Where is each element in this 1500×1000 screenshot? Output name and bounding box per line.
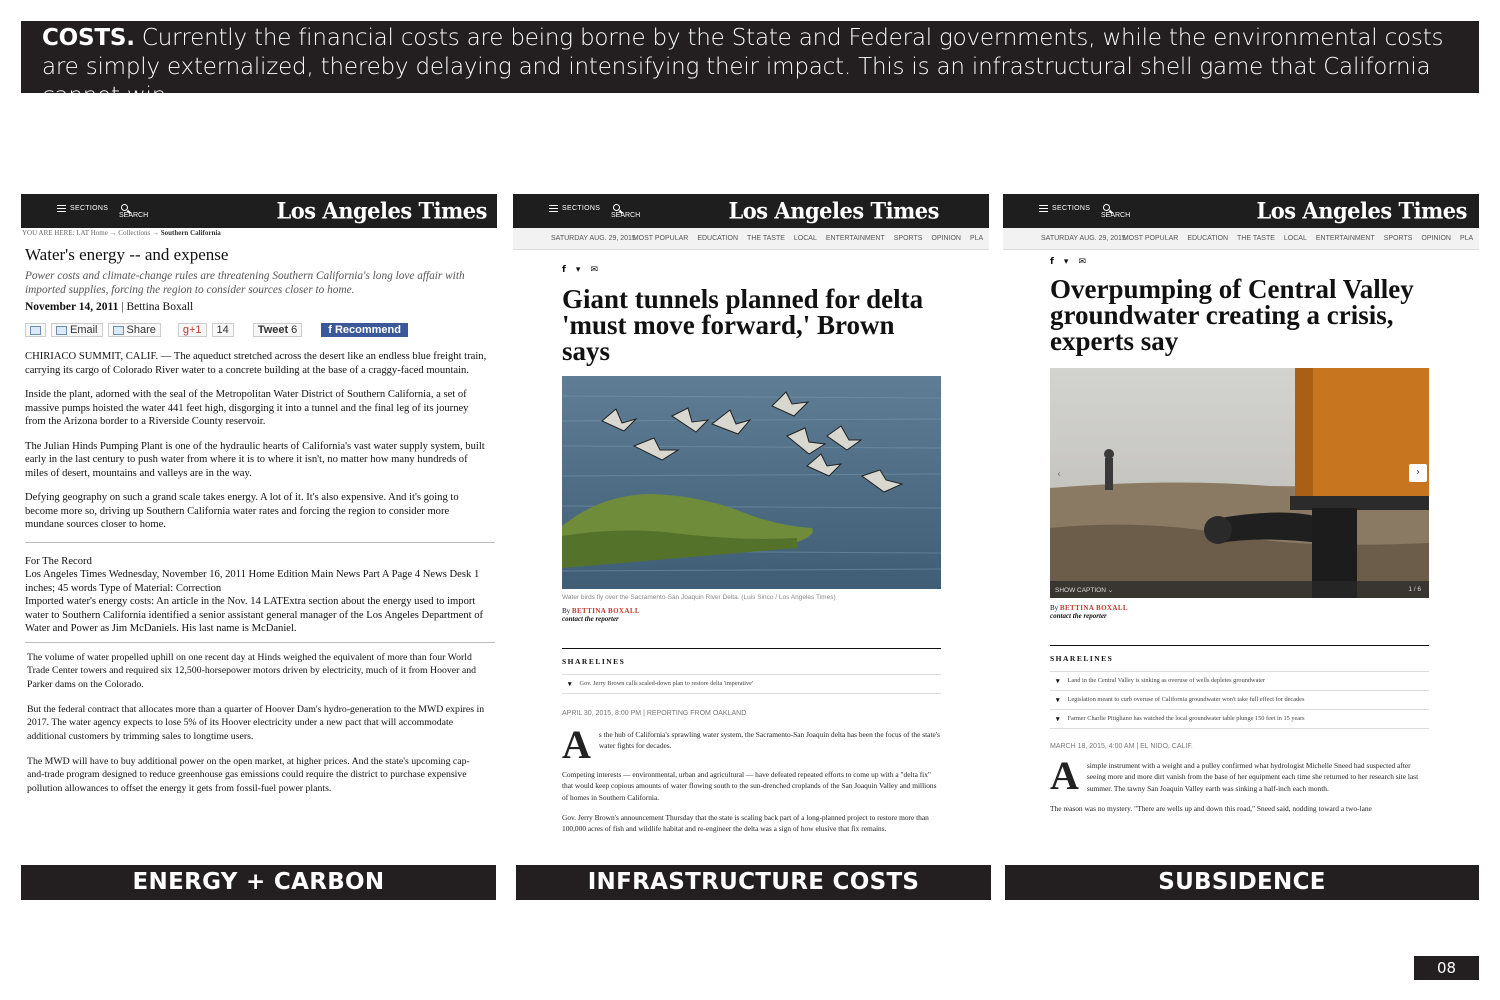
drop-cap: A — [1050, 753, 1079, 798]
sharelines-header: SHARELINES — [1050, 645, 1429, 663]
screenshot-groundwater-article — [1003, 194, 1479, 850]
previous-slide-button[interactable]: ‹ — [1057, 469, 1061, 480]
email-icon — [56, 326, 67, 335]
slide-counter: 1 / 6 — [1408, 586, 1421, 593]
author-link[interactable]: BETTINA BOXALL — [571, 607, 640, 615]
byline: By BETTINA BOXALL contact the reporter — [562, 607, 941, 623]
shareline-item[interactable]: ▾ Gov. Jerry Brown calls scaled-down plan to restore delta 'imperative' — [562, 674, 941, 694]
sections-menu[interactable]: SECTIONS — [57, 205, 108, 212]
dateline: APRIL 30, 2015, 8:00 PM | REPORTING FROM OAKLAND — [562, 710, 747, 717]
nav-sports[interactable]: SPORTS — [893, 235, 923, 242]
search-button[interactable]: SEARCH — [119, 204, 148, 220]
lat-logo[interactable]: Los Angeles Times — [1256, 197, 1467, 224]
gplus-button[interactable]: g+1 — [178, 323, 207, 337]
article-title: Overpumping of Central Valley groundwater creating a crisis, experts say — [1050, 274, 1414, 356]
facebook-icon: f — [328, 324, 332, 336]
article-title: Water's energy -- and expense — [25, 245, 229, 264]
print-button[interactable] — [25, 323, 46, 337]
twitter-icon: ▾ — [568, 680, 572, 688]
caption-bar — [1050, 581, 1429, 598]
byline: By BETTINA BOXALL contact the reporter — [1050, 604, 1429, 620]
tweet-button[interactable]: Tweet 6 — [253, 323, 302, 337]
drop-cap: A — [562, 722, 591, 767]
nav-date: SATURDAY AUG. 29, 2015 — [551, 235, 636, 242]
search-button[interactable]: SEARCH — [1101, 204, 1130, 220]
contact-link[interactable]: contact the reporter — [562, 615, 619, 623]
label-subsidence: SUBSIDENCE — [1005, 865, 1479, 900]
lat-logo[interactable]: Los Angeles Times — [728, 197, 939, 224]
dateline: MARCH 18, 2015, 4:00 AM | EL NIDO, CALIF. — [1050, 743, 1193, 750]
nav-the-taste[interactable]: THE TASTE — [1237, 235, 1275, 242]
article-body: A simple instrument with a weight and a pulley confirmed what hydrologist Michelle Sneed had suspected after seeing more and more dirt vanish from the base of her equipment each time she returned to her research site last summer. The tawny San Joaquin Valley earth was sinking a half-inch each month. The reason was no mystery. "There are wells up and down this road," Sneed said, nodding toward a two-lane — [1050, 753, 1419, 813]
sharelines-header: SHARELINES — [562, 648, 941, 666]
for-the-record: For The Record Los Angeles Times Wednesday, November 16, 2011 Home Edition Main News Part A Page 4 News Desk 1 inches; 45 words Type of Material: Correction Imported water's energy costs: An article in the Nov. 14 LATExtra section about the energy used to import water to Southern California identified a senior assistant general manager of the Los Angeles Department of Water and Power as Jim McDaniels. His last name is McDaniel. — [25, 555, 484, 634]
author-link[interactable]: BETTINA BOXALL — [1059, 604, 1128, 612]
nav-most-popular[interactable]: MOST POPULAR — [632, 235, 689, 242]
nav-more[interactable]: PLA — [969, 235, 984, 242]
share-icon — [113, 326, 124, 335]
article-date: November 14, 2011 | Bettina Boxall — [25, 301, 194, 313]
twitter-icon: ▾ — [1056, 677, 1060, 685]
shareline-item[interactable]: ▾ Land in the Central Valley is sinking as overuse of wells depletes groundwater — [1050, 671, 1429, 690]
nav-education[interactable]: EDUCATION — [1187, 235, 1229, 242]
lat-header — [1003, 194, 1479, 228]
search-icon — [613, 204, 620, 211]
lat-header — [21, 194, 497, 228]
nav-education[interactable]: EDUCATION — [697, 235, 739, 242]
nav-opinion[interactable]: OPINION — [1421, 235, 1451, 242]
nav-sports[interactable]: SPORTS — [1383, 235, 1413, 242]
nav-local[interactable]: LOCAL — [1283, 235, 1307, 242]
menu-icon — [1039, 205, 1048, 212]
share-bar — [25, 322, 497, 338]
search-icon — [121, 204, 128, 211]
nav-more[interactable]: PLA — [1459, 235, 1474, 242]
page-number: 08 — [1414, 956, 1479, 980]
search-icon — [1103, 204, 1110, 211]
article-dek: Power costs and climate-change rules are threatening Southern California's long love affair with imported supplies, forcing the region to consider sources closer to home. — [25, 270, 465, 296]
pump-photo-slideshow[interactable] — [1050, 368, 1429, 598]
twitter-icon: ▾ — [1056, 715, 1060, 723]
divider — [25, 542, 495, 543]
article-body: A s the hub of California's sprawling water system, the Sacramento-San Joaquin delta has been the focus of the state's water fights for decades. Competing interests — environmental, urban and agricultural — have defeated repeated efforts to come up with a "delta fix" that would keep copious amounts of water flowing south to the sun-drenched croplands of the San Joaquin Valley and millions of homes in Southern California. Gov. Jerry Brown's announcement Thursday that the state is scaling back part of a long-planned project to restore more than 100,000 acres of fish and wildlife habitat and re-engineer the delta was a sign of how elusive that fix remains. — [562, 722, 940, 834]
facebook-icon[interactable]: f — [562, 265, 566, 275]
nav-the-taste[interactable]: THE TASTE — [747, 235, 785, 242]
recommend-button[interactable]: f Recommend — [321, 323, 408, 337]
article-title: Giant tunnels planned for delta 'must move forward,' Brown says — [562, 284, 924, 366]
show-caption-button[interactable]: SHOW CAPTION ⌄ — [1055, 586, 1114, 594]
photo-caption: Water birds fly over the Sacramento-San Joaquin River Delta. (Luis Sinco / Los Angeles Times) — [562, 594, 836, 601]
label-energy-carbon: ENERGY + CARBON — [21, 865, 496, 900]
print-icon — [30, 326, 41, 335]
costs-banner — [21, 21, 1479, 109]
pump-photo-art — [1050, 368, 1429, 598]
menu-icon — [549, 205, 558, 212]
sections-menu[interactable]: SECTIONS — [549, 205, 600, 212]
article-body: CHIRIACO SUMMIT, CALIF. — The aqueduct stretched across the desert like an endless blue freight train, carrying its cargo of Colorado River water to a concrete building at the base of a craggy-faced mountain. Inside the plant, adorned with the seal of the Metropolitan Water District of Southern California, a set of massive pumps hoisted the water 441 feet high, disgorging it into a tunnel and the final leg of its journey from the Arizona border to a Riverside County reservoir. The Julian Hinds Pumping Plant is one of the hydraulic hearts of California's vast water supply system, built early in the last century to push water from where it is to where it isn't, no matter how many hundreds of miles of desert, mountains and valleys are in the way. Defying geography on such a grand scale takes energy. A lot of it. It's also expensive. And it's going to become more so, driving up Southern California water rates and forcing the region to consider more mundane sources closer to home. — [25, 351, 487, 530]
menu-icon — [57, 205, 66, 212]
article-body-continued: The volume of water propelled uphill on one recent day at Hinds weighed the equivalent of more than four World Trade Center towers and required six 12,500-horsepower motors driven by electricity, much of it from Hoover and Parker dams on the Colorado. But the federal contract that allocates more than a quarter of Hoover Dam's hydro-generation to the MWD expires in 2017. The water agency expects to lose 5% of its Hoover electricity under a new pact that will accommodate additional customers by trimming sales to longtime users. The MWD will have to buy additional power on the open market, at higher prices. And the state's upcoming cap-and-trade program designed to reduce greenhouse gas emissions could require the district to purchase expensive pollution allowances to offset the energy it gets from fossil-fuel power plants. — [27, 651, 485, 795]
divider — [25, 642, 495, 643]
contact-link[interactable]: contact the reporter — [1050, 612, 1107, 620]
screenshot-tunnels-article — [513, 194, 989, 850]
twitter-icon[interactable]: ▾ — [1063, 257, 1069, 267]
nav-date: SATURDAY AUG. 29, 2015 — [1041, 235, 1126, 242]
gplus-count: 14 — [212, 323, 234, 337]
sections-menu[interactable]: SECTIONS — [1039, 205, 1090, 212]
facebook-icon[interactable]: f — [1050, 257, 1054, 267]
share-button[interactable]: Share — [108, 323, 161, 337]
search-button[interactable]: SEARCH — [611, 204, 640, 220]
mail-icon[interactable]: ✉ — [1078, 257, 1086, 267]
banner-text: Currently the financial costs are being borne by the State and Federal governments, while the environmental costs are simply externalized, thereby delaying and intensifying their impact. This is an infrastructural shell game that California cannot win. — [42, 25, 1444, 109]
breadcrumb: YOU ARE HERE: LAT Home → Collections → Southern California — [22, 229, 221, 237]
nav-entertainment[interactable]: ENTERTAINMENT — [1315, 235, 1375, 242]
label-infrastructure-costs: INFRASTRUCTURE COSTS — [516, 865, 991, 900]
shareline-item[interactable]: ▾ Farmer Charlie Pitigliano has watched the local groundwater table plunge 150 feet in 15 years — [1050, 709, 1429, 729]
next-slide-button[interactable]: › — [1409, 464, 1427, 482]
social-icons — [1050, 256, 1429, 268]
section-nav — [513, 228, 989, 250]
mail-icon[interactable]: ✉ — [590, 265, 598, 275]
section-nav — [1003, 228, 1479, 250]
twitter-icon: ▾ — [1056, 696, 1060, 704]
lat-logo[interactable]: Los Angeles Times — [276, 197, 487, 224]
twitter-icon[interactable]: ▾ — [575, 265, 581, 275]
screenshot-energy-article — [21, 194, 497, 850]
social-icons — [562, 264, 941, 276]
birds-photo — [562, 376, 941, 589]
nav-most-popular[interactable]: MOST POPULAR — [1122, 235, 1179, 242]
nav-opinion[interactable]: OPINION — [931, 235, 961, 242]
email-button[interactable]: Email — [51, 323, 103, 337]
nav-entertainment[interactable]: ENTERTAINMENT — [825, 235, 885, 242]
birds-photo-art — [562, 376, 941, 589]
nav-local[interactable]: LOCAL — [793, 235, 817, 242]
banner-lead: COSTS. — [42, 25, 135, 51]
shareline-item[interactable]: ▾ Legislation meant to curb overuse of California groundwater won't take full effect for decades — [1050, 690, 1429, 709]
lat-header — [513, 194, 989, 228]
